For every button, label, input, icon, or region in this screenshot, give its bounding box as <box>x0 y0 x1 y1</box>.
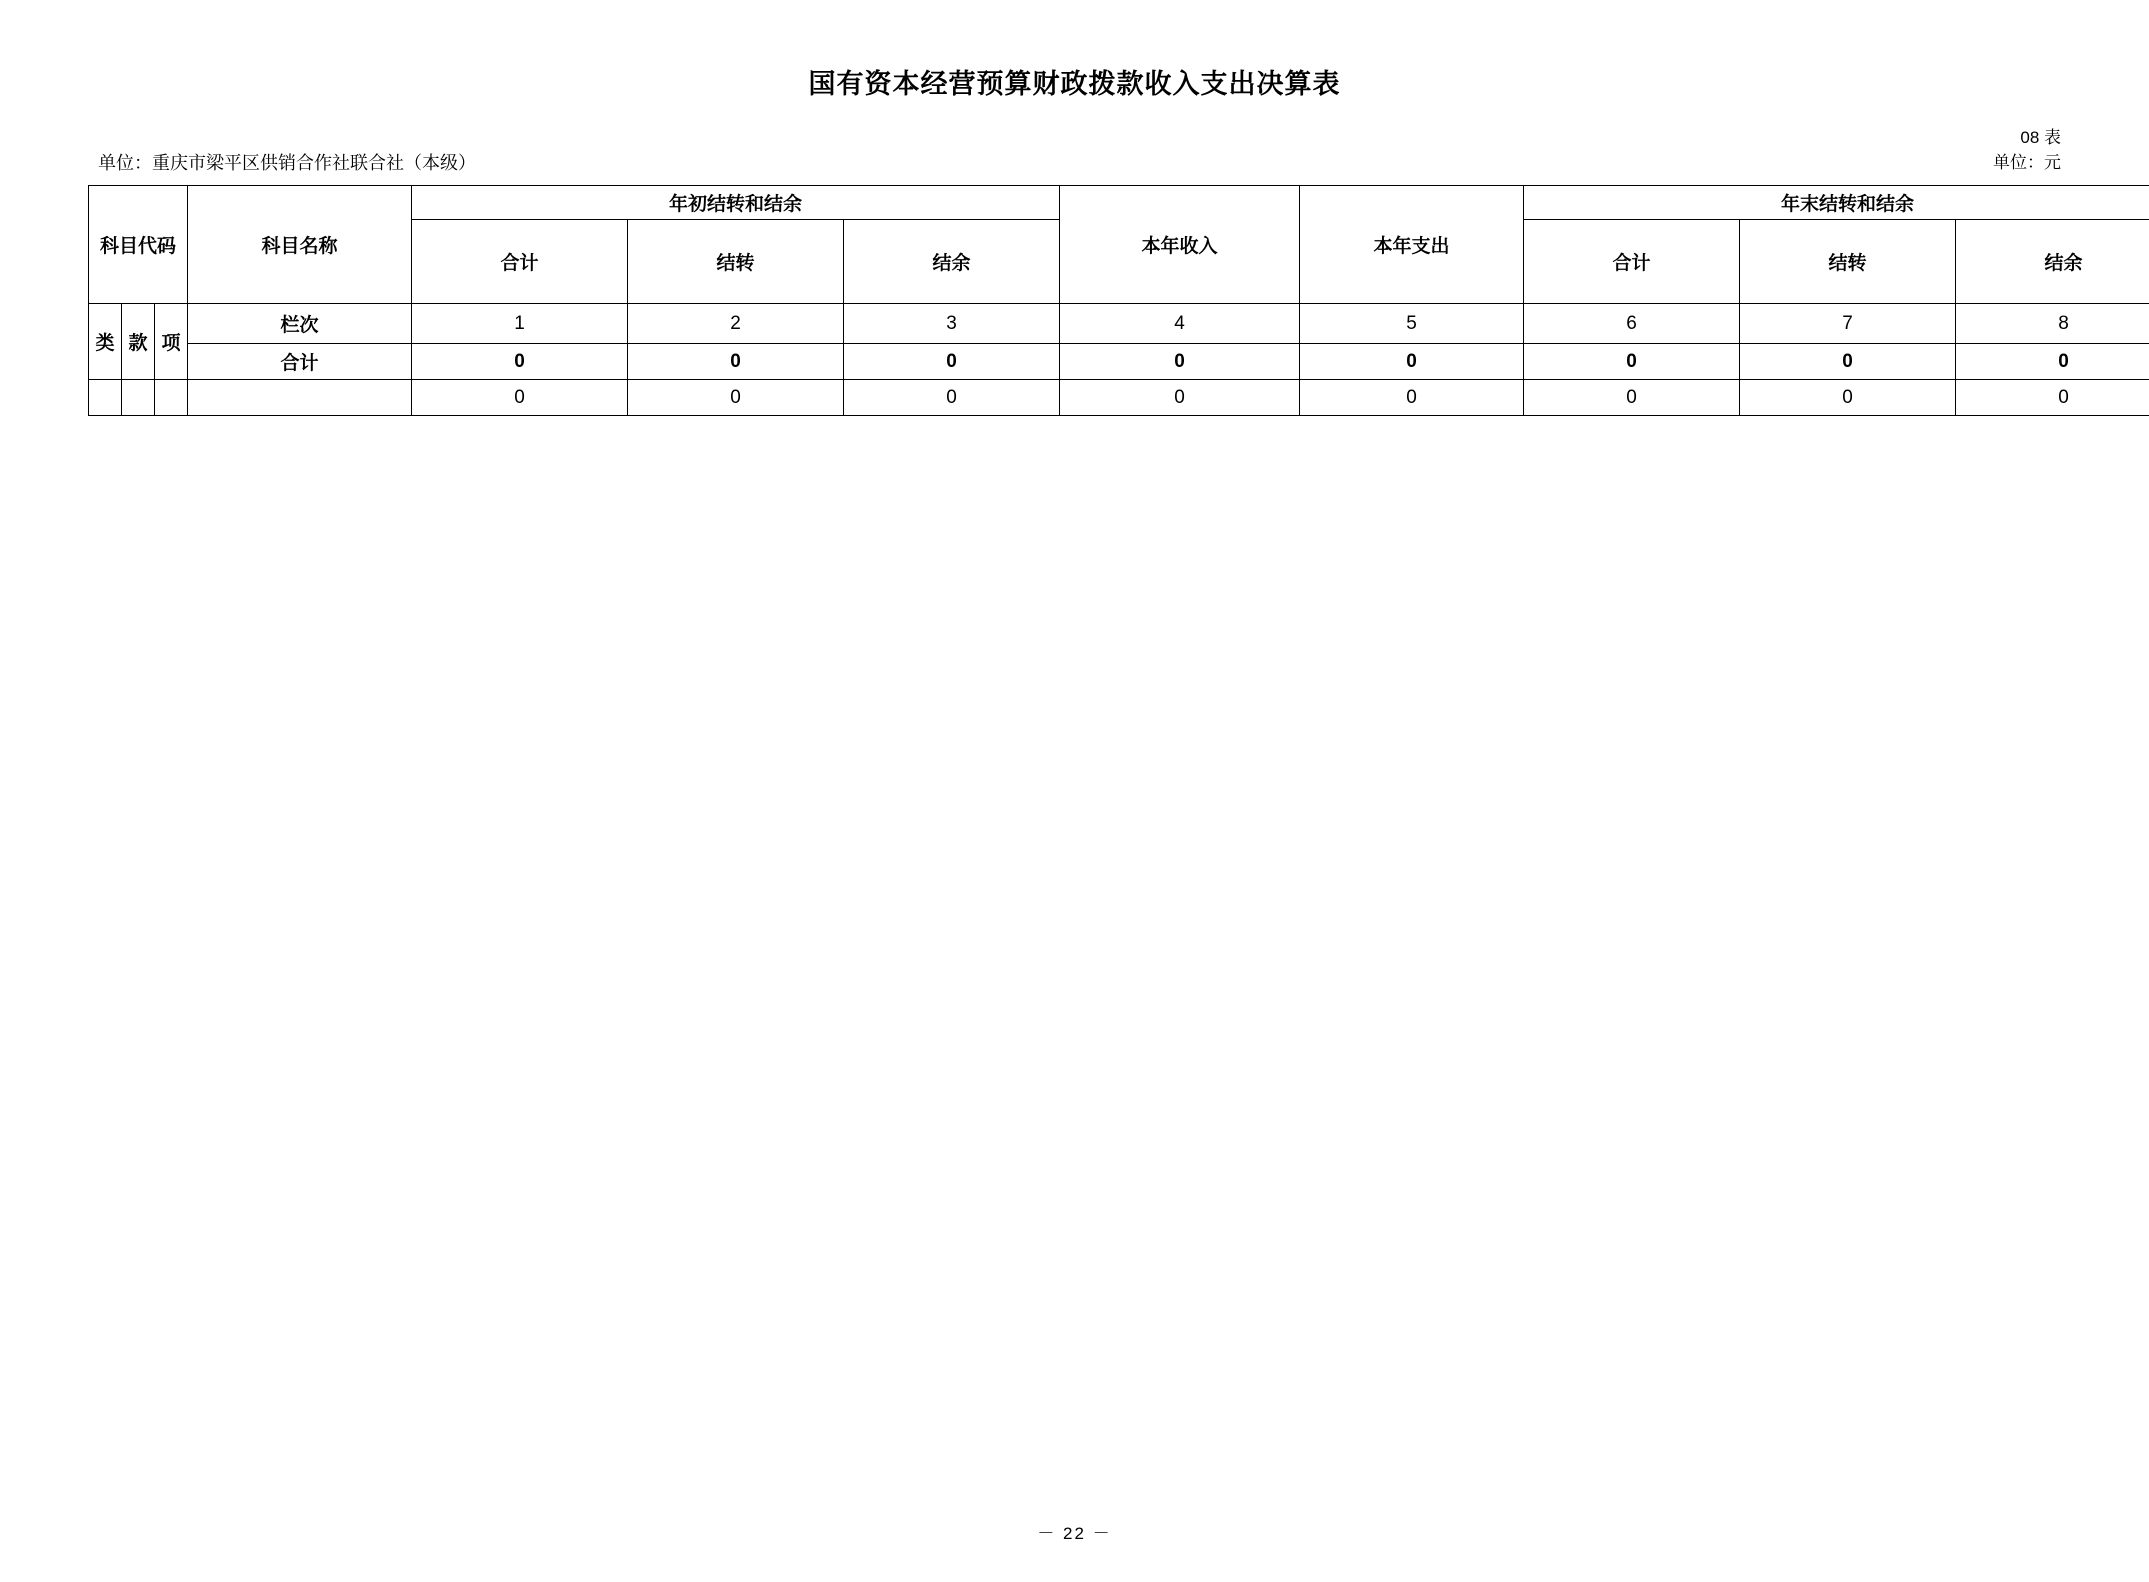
header-subject-name: 科目名称 <box>188 186 412 304</box>
column-number-5: 5 <box>1300 304 1524 344</box>
header-row-label: 栏次 <box>188 304 412 344</box>
header-year-expense: 本年支出 <box>1300 186 1524 304</box>
header-begin-total: 合计 <box>412 220 628 304</box>
table-header-group-row <box>89 186 2149 220</box>
header-end-balance: 年末结转和结余 <box>1524 186 2149 220</box>
total-value-1: 0 <box>412 344 628 380</box>
column-number-6: 6 <box>1524 304 1740 344</box>
table-column-number-row <box>89 304 2149 344</box>
total-value-8: 0 <box>1956 344 2149 380</box>
form-meta <box>1993 125 2061 175</box>
table-row <box>89 380 2149 416</box>
total-value-5: 0 <box>1300 344 1524 380</box>
row-value-2: 0 <box>628 380 844 416</box>
total-row-label: 合计 <box>188 344 412 380</box>
row-value-5: 0 <box>1300 380 1524 416</box>
header-begin-carryover: 结转 <box>628 220 844 304</box>
row-value-4: 0 <box>1060 380 1300 416</box>
page-title: 国有资本经营预算财政拨款收入支出决算表 <box>0 62 2149 101</box>
header-end-surplus: 结余 <box>1956 220 2149 304</box>
total-value-4: 0 <box>1060 344 1300 380</box>
row-value-7: 0 <box>1740 380 1956 416</box>
column-number-3: 3 <box>844 304 1060 344</box>
row-value-3: 0 <box>844 380 1060 416</box>
column-number-4: 4 <box>1060 304 1300 344</box>
header-code-lei: 类 <box>89 304 122 380</box>
row-value-1: 0 <box>412 380 628 416</box>
budget-table <box>88 185 2149 416</box>
header-subject-code: 科目代码 <box>89 186 188 304</box>
header-code-kuan: 款 <box>122 304 155 380</box>
unit-label: 单位：重庆市梁平区供销合作社联合社（本级） <box>98 149 476 175</box>
header-begin-balance: 年初结转和结余 <box>412 186 1060 220</box>
row-code-xiang <box>155 380 188 416</box>
row-code-lei <box>89 380 122 416</box>
currency-label: 单位：元 <box>1993 150 2061 175</box>
total-value-6: 0 <box>1524 344 1740 380</box>
column-number-8: 8 <box>1956 304 2149 344</box>
header-end-carryover: 结转 <box>1740 220 1956 304</box>
total-value-2: 0 <box>628 344 844 380</box>
total-value-3: 0 <box>844 344 1060 380</box>
meta-row <box>0 125 2149 179</box>
form-number: 08 表 <box>1993 125 2061 150</box>
header-begin-surplus: 结余 <box>844 220 1060 304</box>
column-number-1: 1 <box>412 304 628 344</box>
column-number-7: 7 <box>1740 304 1956 344</box>
table-total-row <box>89 344 2149 380</box>
row-subject-name <box>188 380 412 416</box>
row-value-8: 0 <box>1956 380 2149 416</box>
header-code-xiang: 项 <box>155 304 188 380</box>
column-number-2: 2 <box>628 304 844 344</box>
row-code-kuan <box>122 380 155 416</box>
total-value-7: 0 <box>1740 344 1956 380</box>
row-value-6: 0 <box>1524 380 1740 416</box>
document-page <box>0 62 2149 1582</box>
page-footer: － 22 － <box>0 1519 2149 1544</box>
header-year-income: 本年收入 <box>1060 186 1300 304</box>
header-end-total: 合计 <box>1524 220 1740 304</box>
